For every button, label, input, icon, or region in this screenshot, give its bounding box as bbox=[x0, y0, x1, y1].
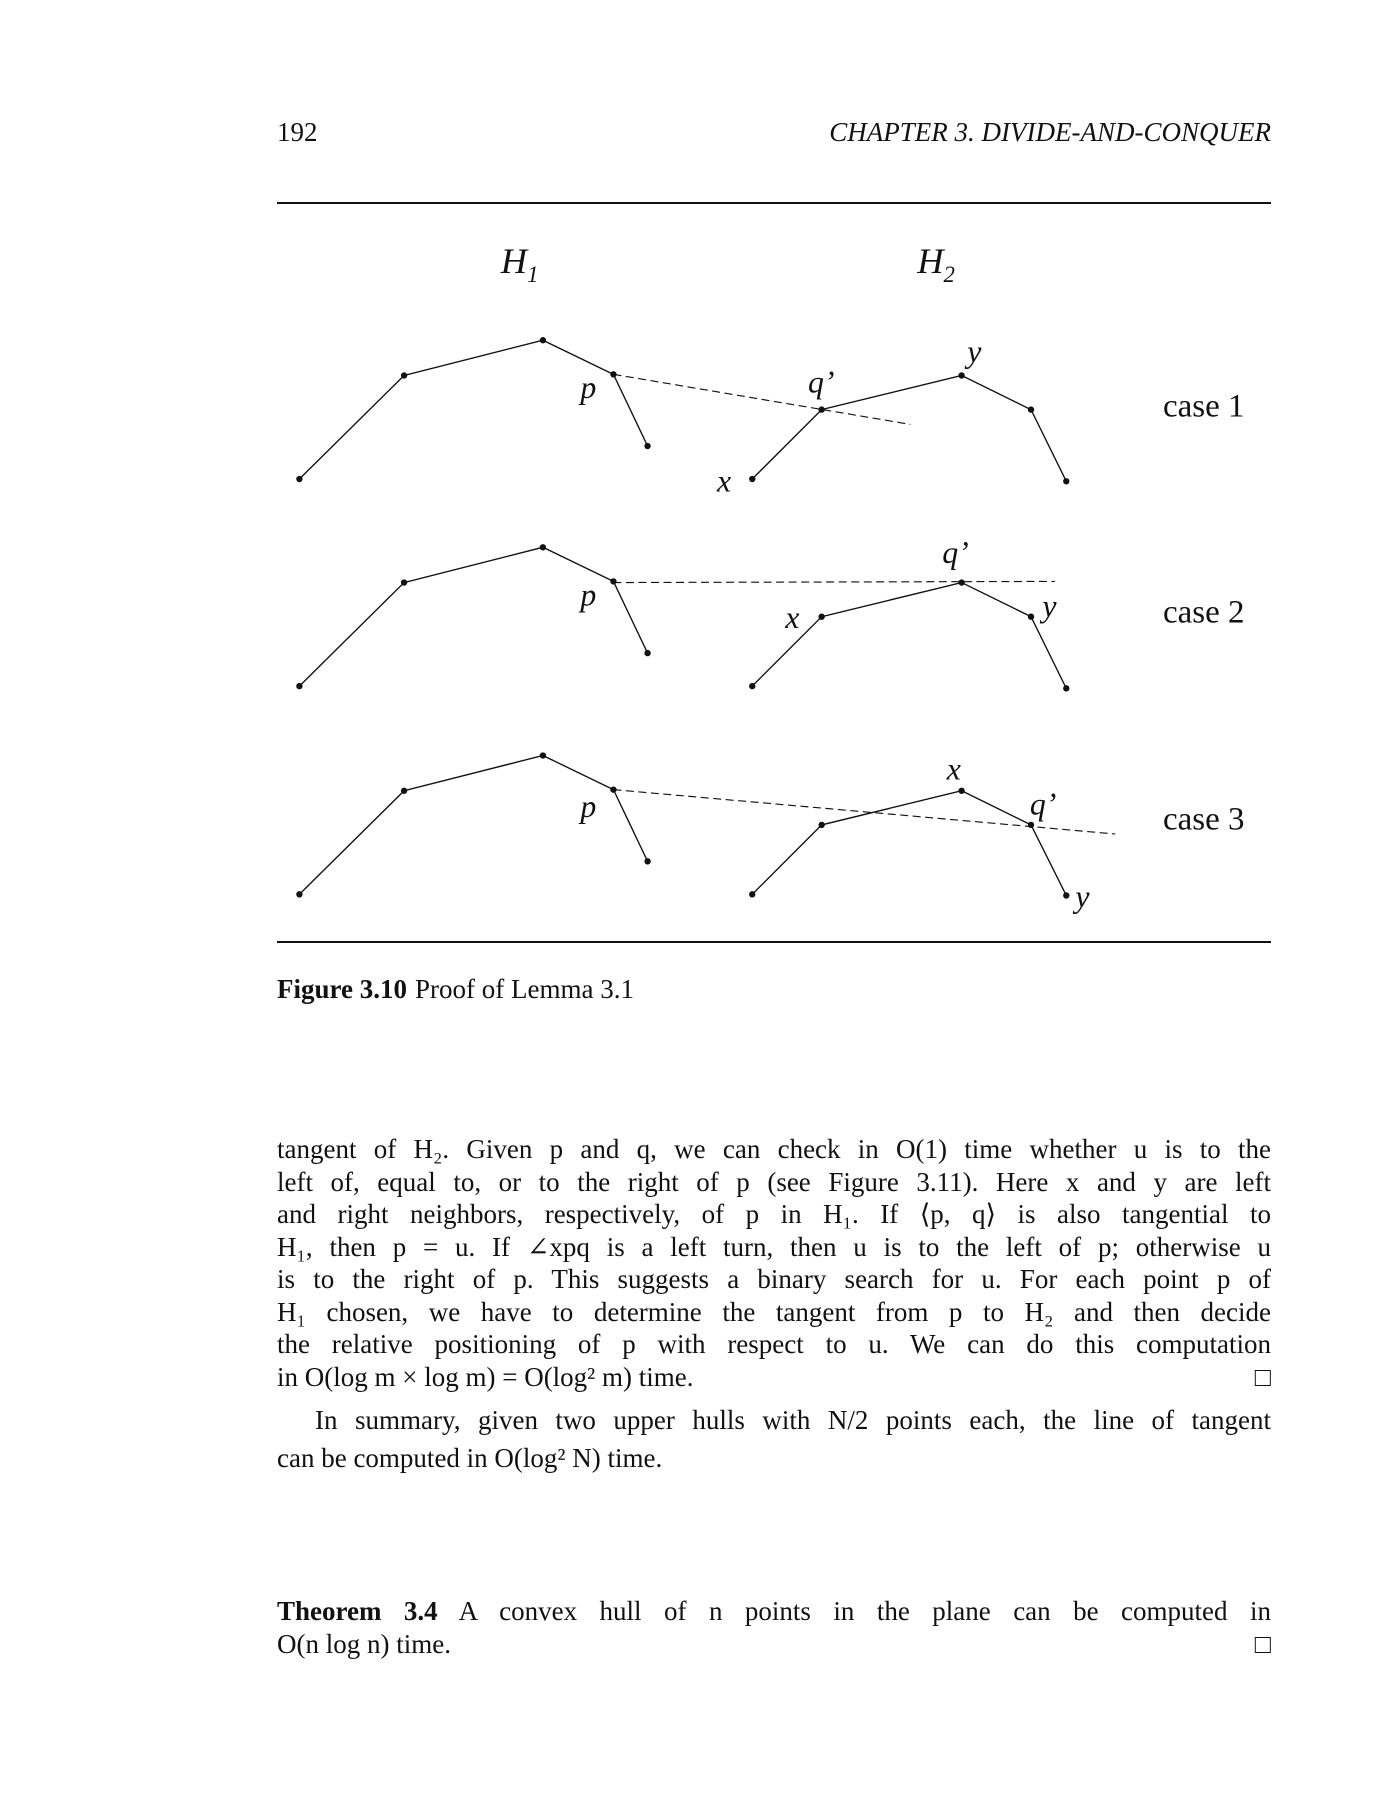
theorem-text: A convex hull of n points in the plane can be computed in bbox=[458, 1596, 1271, 1626]
caption-text: Proof of Lemma 3.1 bbox=[415, 974, 634, 1004]
hull-vertex bbox=[1028, 822, 1034, 828]
qed-symbol: □ bbox=[1254, 1361, 1271, 1392]
text-line: tangent of H₂. Given p and q, we can check in O(1) time whether u is to the bbox=[277, 1134, 1271, 1164]
hull-vertex bbox=[1028, 406, 1034, 412]
hull-vertex bbox=[540, 752, 546, 758]
theorem-label: Theorem 3.4 bbox=[277, 1596, 438, 1626]
hull-vertex bbox=[818, 822, 824, 828]
hull-vertex bbox=[610, 578, 616, 584]
text-line: is to the right of p. This suggests a binary search for u. For each point p of bbox=[277, 1264, 1271, 1294]
page-number: 192 bbox=[277, 117, 318, 147]
hull-vertex bbox=[644, 443, 650, 449]
point-label-x: x bbox=[946, 751, 961, 787]
case-label: case 2 bbox=[1162, 594, 1245, 631]
hull-vertex bbox=[540, 337, 546, 343]
hull-h2-case-2 bbox=[752, 583, 1066, 689]
point-label-y: y bbox=[1042, 588, 1057, 624]
text-line: In summary, given two upper hulls with N/2 points each, the line of tangent bbox=[315, 1405, 1271, 1435]
hull-vertex bbox=[540, 544, 546, 550]
point-label-q: q’ bbox=[1029, 786, 1057, 822]
hull-vertex bbox=[1063, 892, 1069, 898]
point-label-y: y bbox=[967, 333, 982, 369]
point-label-p: p bbox=[580, 370, 597, 406]
text-line bbox=[277, 1595, 1271, 1628]
text-line: can be computed in O(log² N) time. bbox=[277, 1443, 663, 1473]
proof-paragraph bbox=[277, 1133, 1271, 1393]
text-line-content: in O(log m × log m) = O(log² m) time. bbox=[277, 1361, 694, 1392]
hull-vertex bbox=[749, 891, 755, 897]
hull-label-h2: $H_2$ bbox=[917, 241, 955, 288]
hull-h1-case-3 bbox=[299, 755, 647, 894]
hull-vertex bbox=[644, 858, 650, 864]
text-line: H₁, then p = u. If ∠xpq is a left turn, then u is to the left of p; otherwise u bbox=[277, 1231, 1271, 1262]
summary-paragraph bbox=[277, 1401, 1271, 1477]
hull-vertex bbox=[958, 579, 964, 585]
hull-vertex bbox=[958, 372, 964, 378]
hull-vertex bbox=[296, 476, 302, 482]
hull-vertex bbox=[749, 476, 755, 482]
hull-h1-case-2 bbox=[299, 547, 647, 686]
point-label-q: q’ bbox=[942, 535, 969, 571]
point-label-q: q’ bbox=[808, 364, 835, 400]
hull-vertex bbox=[296, 891, 302, 897]
point-label-p: p bbox=[580, 788, 597, 824]
qed-symbol: □ bbox=[1254, 1628, 1271, 1659]
text-line: and right neighbors, respectively, of p in H₁. If ⟨p, q⟩ is also tangential to bbox=[277, 1199, 1271, 1229]
text-line: the relative positioning of p with respect to u. We can do this computation bbox=[277, 1329, 1271, 1359]
point-label-p: p bbox=[580, 577, 597, 613]
theorem-text: O(n log n) time. bbox=[277, 1628, 451, 1659]
hull-h2-case-1 bbox=[752, 375, 1066, 481]
text-line bbox=[277, 1628, 1271, 1661]
hull-h1-case-1 bbox=[299, 340, 647, 479]
hull-vertex bbox=[1028, 614, 1034, 620]
case-label: case 3 bbox=[1162, 801, 1245, 838]
hull-vertex bbox=[401, 579, 407, 585]
tangent-line-case-2 bbox=[613, 581, 1054, 582]
point-label-y: y bbox=[1075, 878, 1090, 914]
hull-h2-case-3 bbox=[752, 791, 1066, 896]
text-line bbox=[277, 1361, 1271, 1394]
chapter-header: CHAPTER 3. DIVIDE-AND-CONQUER bbox=[829, 117, 1271, 147]
hull-vertex bbox=[958, 788, 964, 794]
hull-vertex bbox=[401, 788, 407, 794]
caption-number: Figure 3.10 bbox=[277, 974, 407, 1004]
text-line: left of, equal to, or to the right of p (see Figure 3.11). Here x and y are left bbox=[277, 1166, 1271, 1197]
text-line: H₁ chosen, we have to determine the tangent from p to H₂ and then decide bbox=[277, 1296, 1271, 1327]
hull-vertex bbox=[401, 372, 407, 378]
theorem-3-4 bbox=[277, 1595, 1271, 1660]
hull-vertex bbox=[1063, 685, 1069, 691]
hull-vertex bbox=[749, 683, 755, 689]
hull-label-h1: $H_1$ bbox=[500, 241, 539, 288]
point-label-x: x bbox=[716, 463, 732, 499]
hull-vertex bbox=[644, 650, 650, 656]
hull-vertex bbox=[296, 683, 302, 689]
hull-vertex bbox=[818, 614, 824, 620]
case-label: case 1 bbox=[1162, 388, 1245, 425]
figure-caption bbox=[277, 974, 634, 1005]
point-label-x: x bbox=[785, 600, 800, 636]
hull-vertex bbox=[1063, 478, 1069, 484]
